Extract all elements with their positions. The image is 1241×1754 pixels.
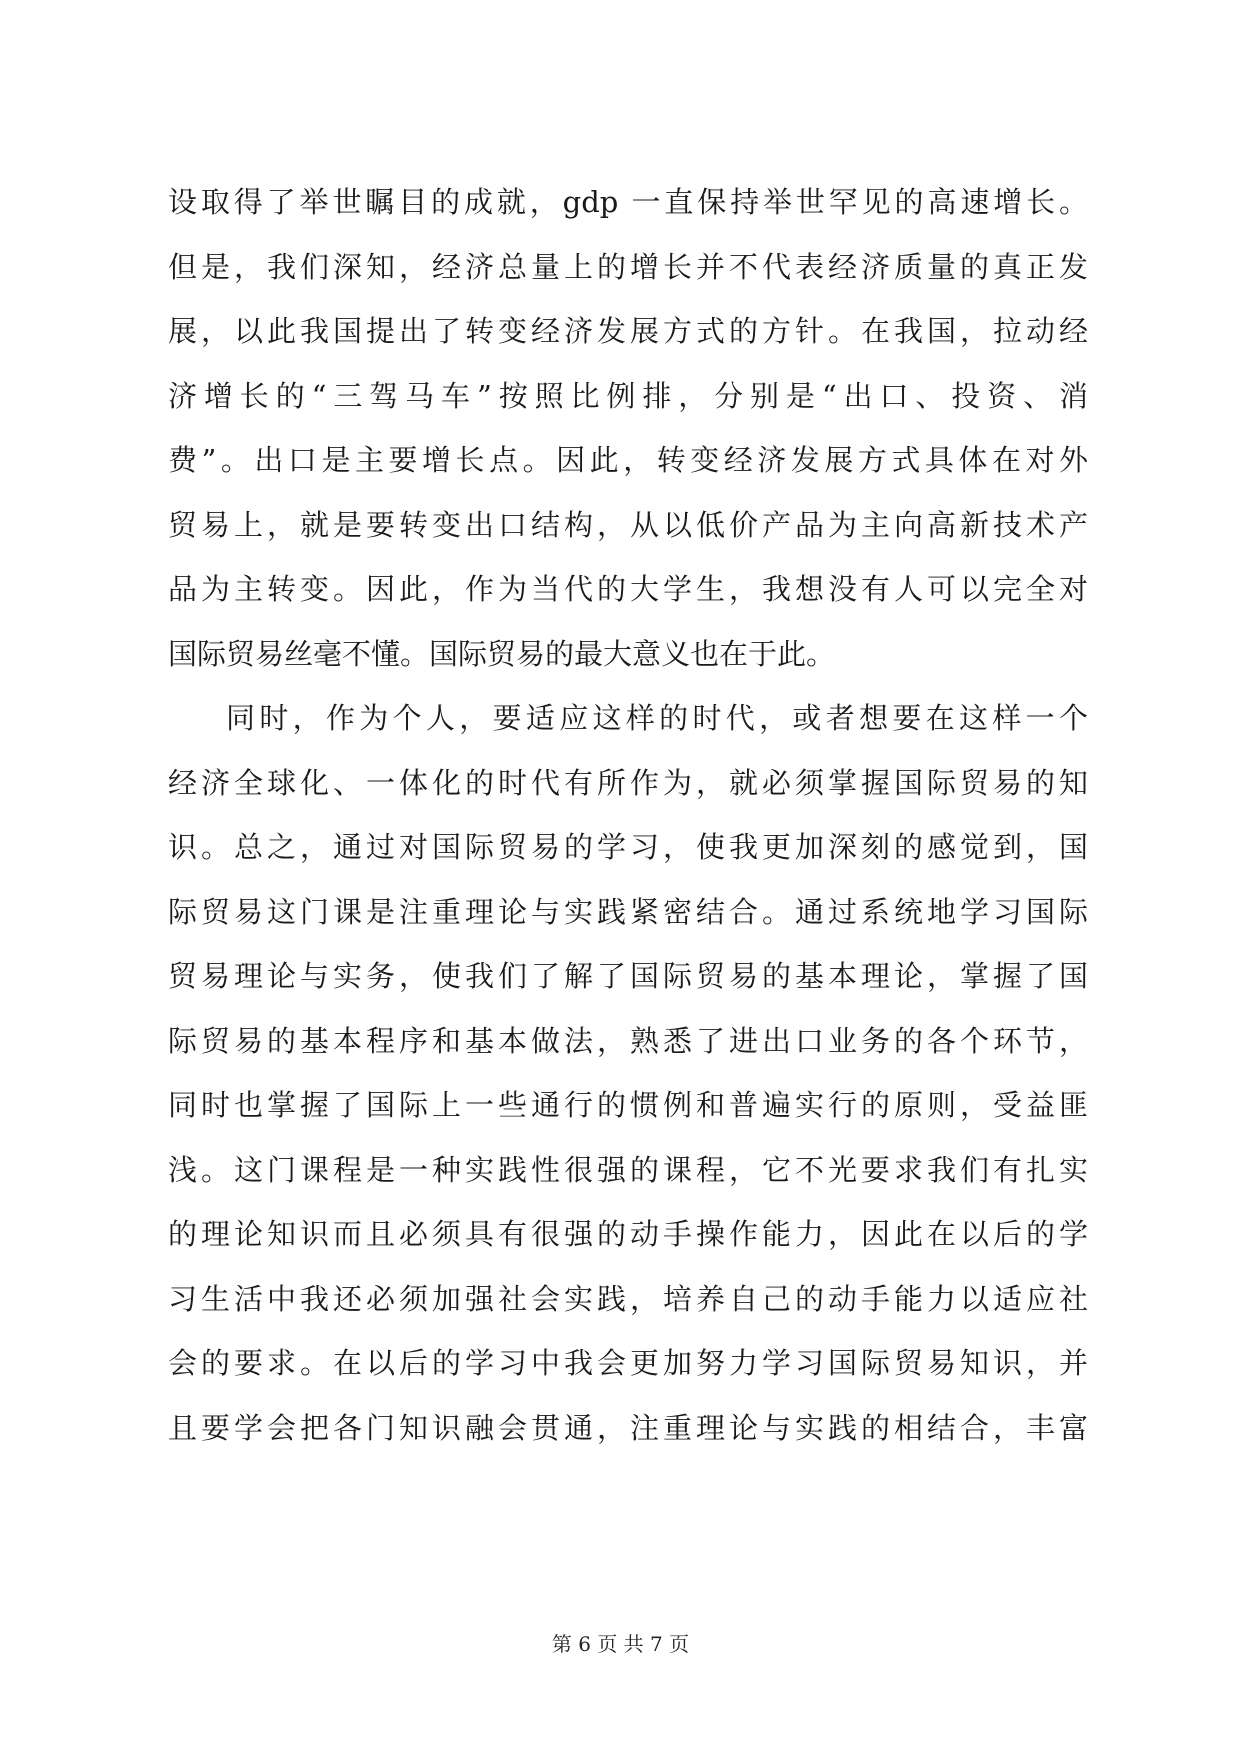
text-line: 贸易上，就是要转变出口结构，从以低价产品为主向高新技术产 — [168, 507, 1088, 542]
text-line: 的理论知识而且必须具有很强的动手操作能力，因此在以后的学 — [168, 1217, 1088, 1251]
text-line-paragraph-end: 国际贸易丝毫不懂。国际贸易的最大意义也在于此。 — [168, 636, 836, 671]
text-line: 贸易理论与实务，使我们了解了国际贸易的基本理论，掌握了国 — [168, 959, 1088, 993]
text-line: 际贸易的基本程序和基本做法，熟悉了进出口业务的各个环节， — [168, 1023, 1088, 1058]
text-line: 且要学会把各门知识融会贯通，注重理论与实践的相结合，丰富 — [168, 1410, 1088, 1445]
text-line: 会的要求。在以后的学习中我会更加努力学习国际贸易知识，并 — [168, 1346, 1088, 1380]
text-line: 习生活中我还必须加强社会实践，培养自己的动手能力以适应社 — [168, 1281, 1088, 1316]
text-line: 同时也掌握了国际上一些通行的惯例和普遍实行的原则，受益匪 — [168, 1088, 1088, 1122]
text-line: 济增长的“三驾马车”按照比例排，分别是“出口、投资、消 — [168, 378, 1088, 413]
text-line: 展，以此我国提出了转变经济发展方式的方针。在我国，拉动经 — [168, 314, 1088, 348]
page-number-footer: 第 6 页 共 7 页 — [551, 1632, 690, 1656]
text-line: 际贸易这门课是注重理论与实践紧密结合。通过系统地学习国际 — [168, 894, 1088, 929]
text-line: 费”。出口是主要增长点。因此，转变经济发展方式具体在对外 — [168, 443, 1088, 477]
text-line: 经济全球化、一体化的时代有所作为，就必须掌握国际贸易的知 — [168, 765, 1088, 800]
text-line: 但是，我们深知，经济总量上的增长并不代表经济质量的真正发 — [168, 249, 1088, 284]
text-line-paragraph-start: 同时，作为个人，要适应这样的时代，或者想要在这样一个 — [226, 701, 1088, 735]
text-line: 浅。这门课程是一种实践性很强的课程，它不光要求我们有扎实 — [168, 1152, 1088, 1187]
body-text — [168, 170, 1088, 1460]
text-line: 识。总之，通过对国际贸易的学习，使我更加深刻的感觉到，国 — [168, 830, 1088, 864]
text-line: 设取得了举世瞩目的成就，gdp 一直保持举世罕见的高速增长。 — [168, 185, 1088, 219]
text-line: 品为主转变。因此，作为当代的大学生，我想没有人可以完全对 — [168, 572, 1088, 606]
